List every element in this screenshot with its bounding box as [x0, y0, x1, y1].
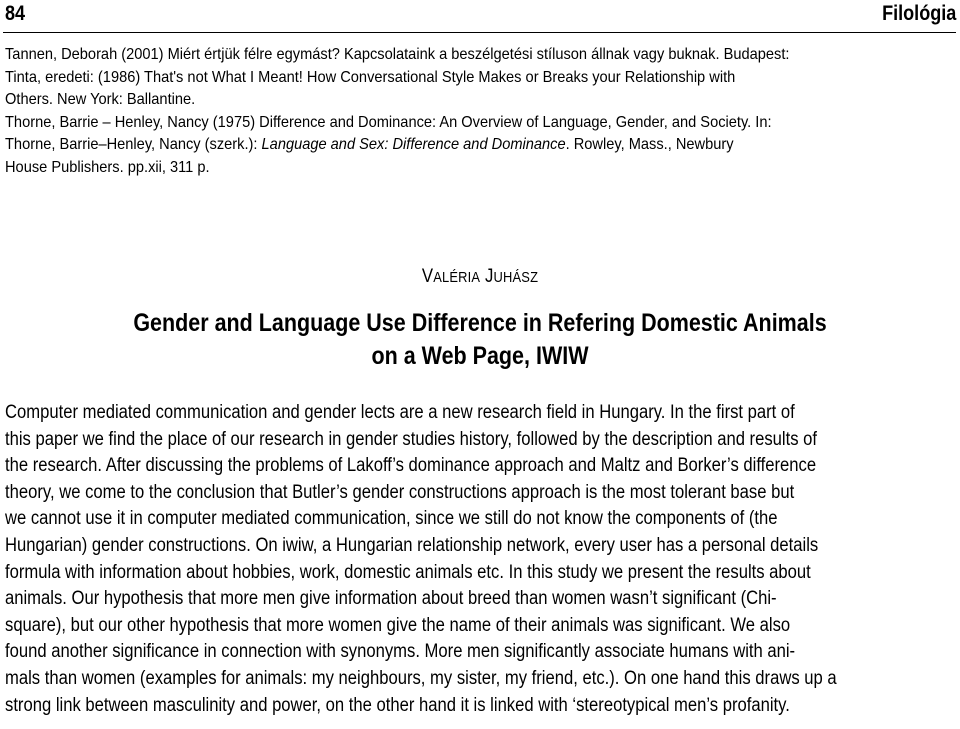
reference-line: Tannen, Deborah (2001) Miért értjük félre egymást? Kapcsolataink a beszélgetési stíluson állnak vagy buknak. Budapest: — [5, 46, 790, 63]
page-header — [3, 0, 956, 33]
abstract-line: Hungarian) gender constructions. On iwiw, a Hungarian relationship network, every user has a personal details — [5, 534, 819, 556]
abstract-line: Computer mediated communication and gender lects are a new research field in Hungary. In the first part of — [5, 402, 795, 423]
abstract-line: strong link between masculinity and power, on the other hand it is linked with ‘stereotypical men’s profanity. — [5, 694, 790, 716]
abstract-line: mals than women (examples for animals: my neighbours, my sister, my friend, etc.). On one hand this draws up a — [5, 667, 837, 689]
abstract-line: animals. Our hypothesis that more men give information about breed than women wasn’t significant (Chi- — [5, 588, 777, 610]
reference-line: Tinta, eredeti: (1986) That's not What I Meant! How Conversational Style Makes or Breaks your Relationship with — [5, 68, 736, 86]
abstract — [5, 400, 950, 719]
reference-text: . Rowley, Mass., Newbury — [565, 136, 734, 153]
abstract-line: formula with information about hobbies, work, domestic animals etc. In this study we present the results about — [5, 561, 811, 583]
journal-title: Filológia — [881, 2, 956, 25]
reference-text: Thorne, Barrie–Henley, Nancy (szerk.): — [5, 136, 262, 153]
reference-book-title: Language and Sex: Difference and Dominance — [261, 136, 566, 153]
article-title-line: Gender and Language Use Difference in Refering Domestic Animals — [133, 309, 827, 337]
reference-entry — [5, 44, 882, 112]
reference-list — [5, 44, 960, 179]
abstract-line: found another significance in connection with synonyms. More men significantly associate humans with ani- — [5, 641, 796, 663]
reference-line: Thorne, Barrie – Henley, Nancy (1975) Difference and Dominance: An Overview of Language, Gender, and Society. In: — [5, 113, 772, 131]
abstract-line: this paper we find the place of our research in gender studies history, followed by the description and results of — [5, 428, 818, 450]
article-title-line: on a Web Page, IWIW — [371, 342, 589, 370]
article-title — [67, 307, 893, 373]
abstract-line: square), but our other hypothesis that more women give the name of their animals was significant. We also — [5, 614, 791, 636]
reference-line: Others. New York: Ballantine. — [5, 91, 196, 108]
abstract-line: the research. After discussing the problems of Lakoff’s dominance approach and Maltz and Borker’s difference — [5, 455, 817, 477]
reference-entry — [5, 112, 882, 180]
abstract-line: we cannot use it in computer mediated communication, since we still do not know the components of (the — [5, 508, 778, 530]
reference-line — [5, 134, 882, 157]
reference-line: House Publishers. pp.xii, 311 p. — [5, 158, 210, 176]
abstract-line: theory, we come to the conclusion that Butler’s gender constructions approach is the most tolerant base but — [5, 481, 795, 503]
page-number: 84 — [5, 2, 26, 25]
article-author: VALÉRIA JUHÁSZ — [421, 265, 539, 287]
